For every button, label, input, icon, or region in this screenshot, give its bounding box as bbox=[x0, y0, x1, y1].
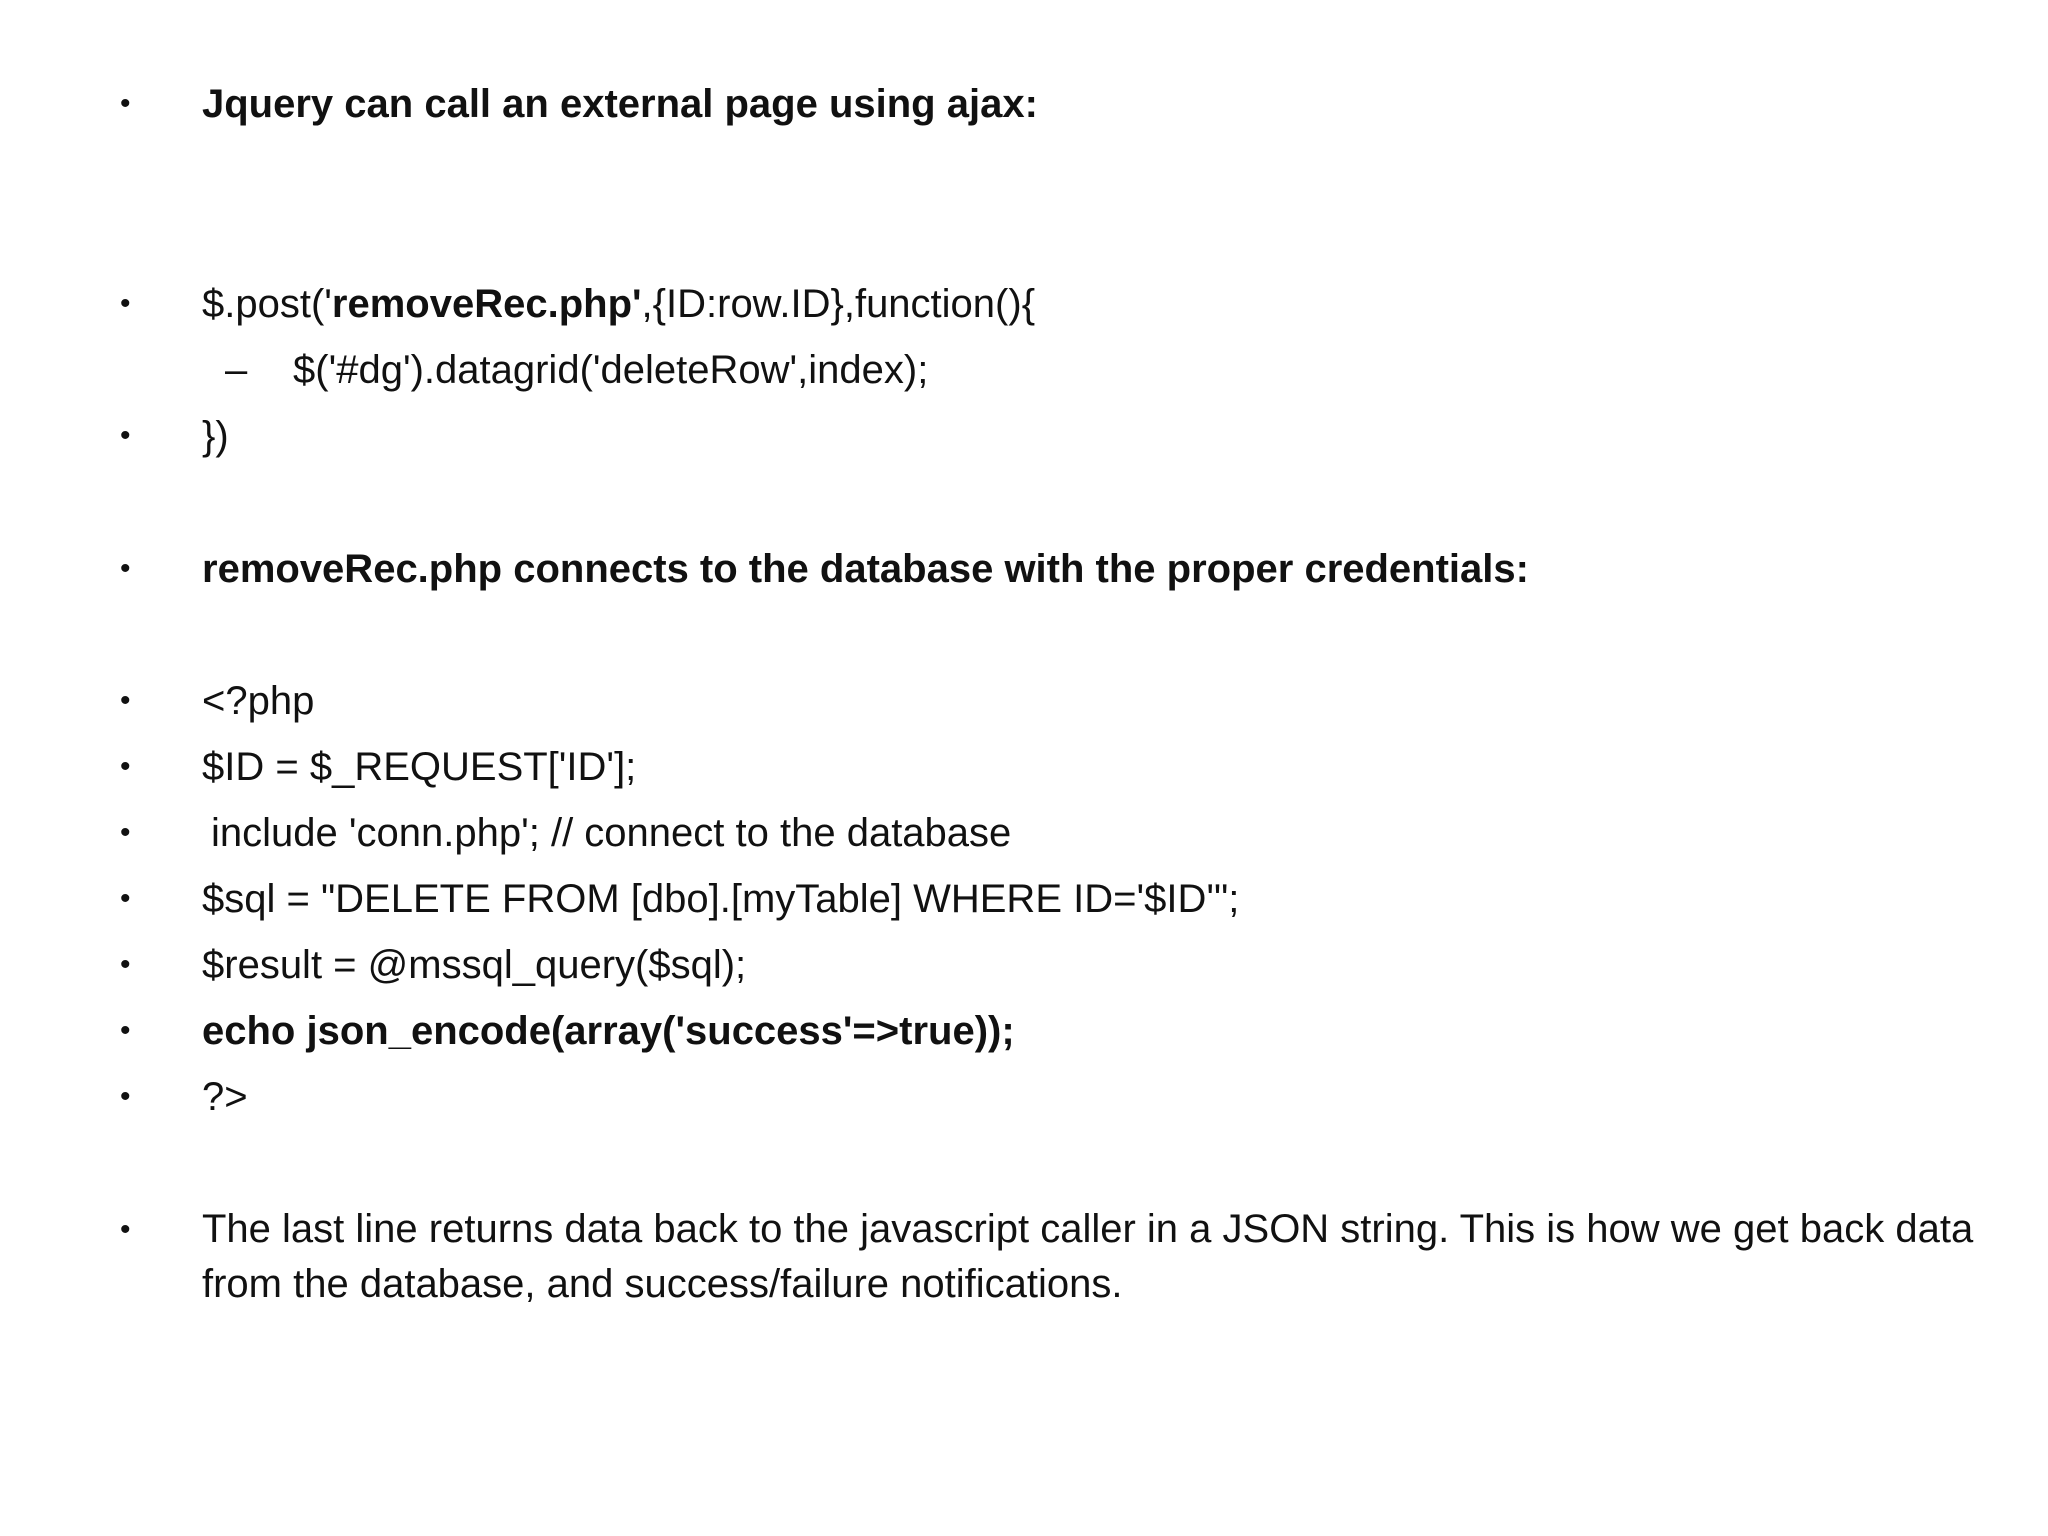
bullet-line-sql bbox=[0, 867, 2048, 931]
code-suffix: ,{ID:row.ID},function(){ bbox=[641, 282, 1036, 326]
bullet-line-result bbox=[0, 933, 2048, 997]
line-text: echo json_encode(array('success'=>true)); bbox=[202, 1009, 1015, 1053]
code-prefix: $.post(' bbox=[202, 282, 332, 326]
bullet-line-explanation bbox=[0, 1198, 2048, 1318]
line-text: ?> bbox=[202, 1075, 248, 1119]
bullet-line-php-close bbox=[0, 1065, 2048, 1129]
bullet-line-close-brace bbox=[0, 404, 2048, 468]
line-text: The last line returns data back to the javascript caller in a JSON string. This is how we get back data from the database, and success/failure notifications. bbox=[202, 1207, 1974, 1306]
bullet-line-php-open bbox=[0, 669, 2048, 733]
sub-line-delete-row bbox=[0, 338, 2048, 402]
dash-icon: – bbox=[225, 348, 248, 392]
line-text: $result = @mssql_query($sql); bbox=[202, 943, 747, 987]
bullet-icon: • bbox=[120, 816, 131, 849]
bullet-line-ajax-intro bbox=[0, 72, 2048, 136]
bullet-icon: • bbox=[120, 287, 131, 320]
bullet-icon: • bbox=[120, 87, 131, 120]
line-text: }) bbox=[202, 414, 229, 458]
bullet-icon: • bbox=[120, 552, 131, 585]
bullet-icon: • bbox=[120, 1014, 131, 1047]
line-text: Jquery can call an external page using ajax: bbox=[202, 82, 1038, 126]
bullet-icon: • bbox=[120, 419, 131, 452]
line-text: include 'conn.php'; // connect to the database bbox=[211, 811, 1012, 855]
bullet-line-include bbox=[0, 801, 2048, 865]
line-text: $('#dg').datagrid('deleteRow',index); bbox=[293, 348, 929, 392]
code-filename: removeRec.php' bbox=[331, 282, 642, 326]
line-text: $ID = $_REQUEST['ID']; bbox=[202, 745, 637, 789]
bullet-line-echo bbox=[0, 999, 2048, 1063]
bullet-line-connects bbox=[0, 537, 2048, 601]
bullet-icon: • bbox=[120, 684, 131, 717]
bullet-line-post-call bbox=[0, 272, 2048, 336]
bullet-icon: • bbox=[120, 948, 131, 981]
line-text: $sql = "DELETE FROM [dbo].[myTable] WHERE ID='$ID'"; bbox=[202, 877, 1240, 921]
bullet-icon: • bbox=[120, 882, 131, 915]
line-text bbox=[202, 272, 1035, 336]
bullet-icon: • bbox=[120, 750, 131, 783]
line-text: removeRec.php connects to the database with the proper credentials: bbox=[202, 547, 1529, 591]
bullet-line-request-id bbox=[0, 735, 2048, 799]
bullet-icon: • bbox=[120, 1080, 131, 1113]
line-text: <?php bbox=[202, 679, 315, 723]
bullet-icon: • bbox=[120, 1213, 131, 1246]
